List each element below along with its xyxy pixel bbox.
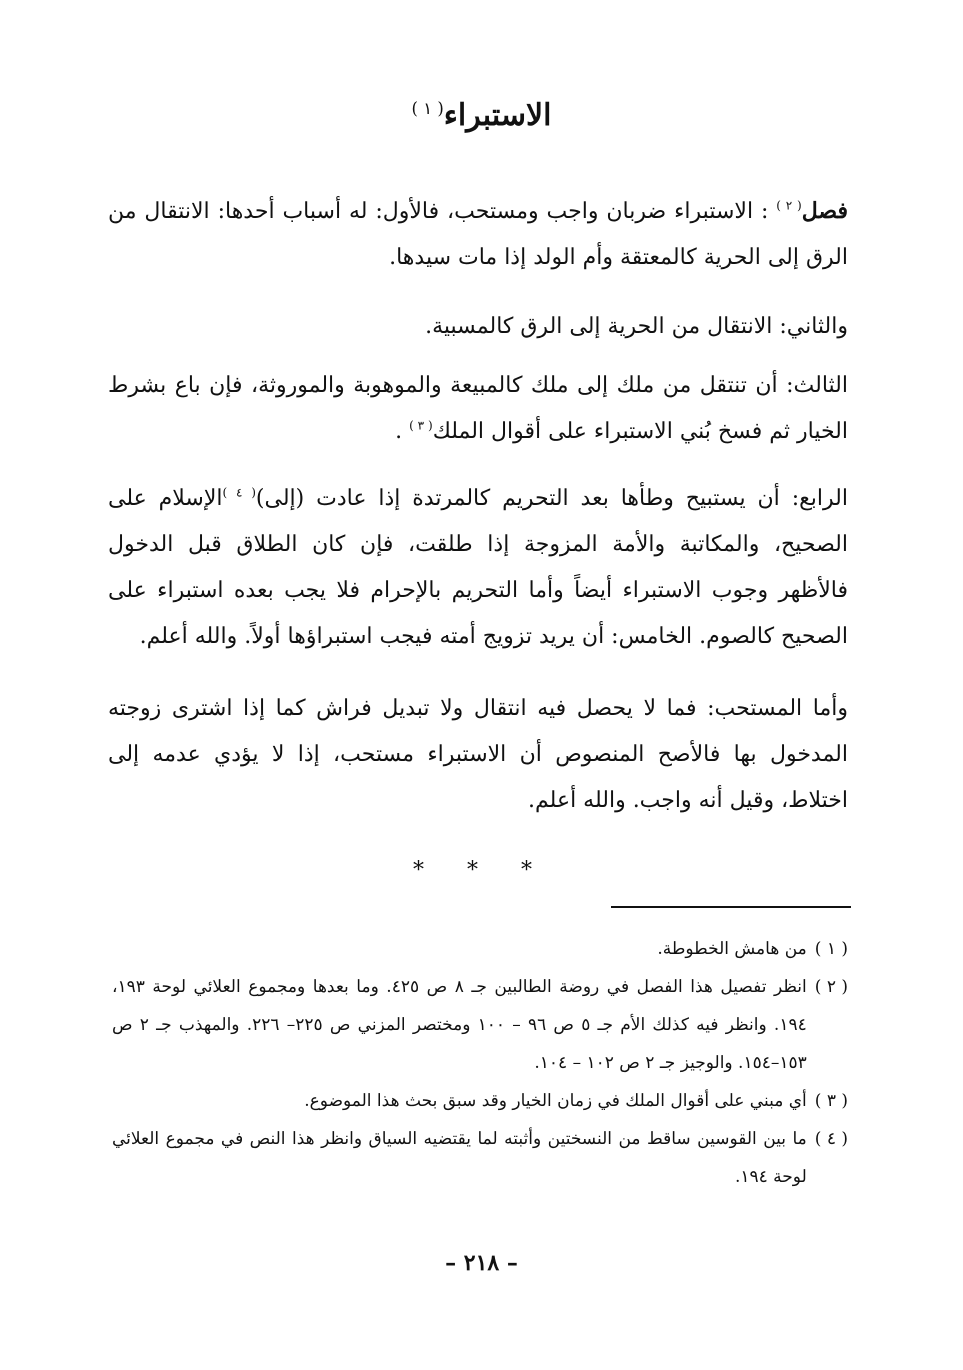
paragraph-3-tail: . [395,419,403,444]
paragraph-1 [108,188,848,281]
footnote-3 [112,1082,848,1120]
footnote-number: ( ٢ ) [814,977,848,997]
footnote-ref-2: ( ٢ ) [776,198,802,213]
paragraph-1-text: : الاستبراء ضربان واجب ومستحب، فالأول: له أسباب أحدها: الانتقال من الرق إلى الحرية كالمعتقة وأم الولد إذا مات سيدها. [108,199,848,270]
footnote-number: ( ١ ) [814,939,848,959]
footnote-ref-3: ( ٣ ) [409,418,433,433]
footnote-2 [112,968,848,1082]
paragraph-2-text: والثاني: الانتقال من الحرية إلى الرق كالمسبية. [425,314,848,339]
paragraph-4-text-a: الرابع: أن يستبيح وطأها بعد التحريم كالمرتدة إذا عادت (إلى) [255,486,848,511]
page-number: – ٢١٨ – [445,1250,518,1276]
paragraph-3-text: الثالث: أن تنتقل من ملك إلى ملك كالمبيعة والموهوبة والموروثة، فإن باع بشرط الخيار ثم فسخ بُني الاستبراء على أقوال الملك [108,373,848,444]
title-footnote-ref: ( ١ ) [411,99,444,118]
paragraph-2 [108,304,848,350]
footnote-text: من هامش الخطوطة. [657,939,807,959]
footnote-text: انظر تفصيل هذا الفصل في روضة الطالبين جـ ٨ ص ٤٢٥. وما بعدها ومجموع العلائي لوحة ١٩٣، ١٩٤. وانظر فيه كذلك الأم جـ ٥ ص ٩٦ – ١٠٠ ومختصر المزني ص ٢٢٥– ٢٢٦. والمهذب جـ ٢ ص ١٥٣–١٥٤. والوجيز جـ ٢ ص ١٠٢ – ١٠٤. [112,977,807,1073]
page-title-text: الاستبراء [443,98,552,133]
footnote-number: ( ٤ ) [814,1129,848,1149]
footnote-divider [611,906,851,908]
footnote-text: ما بين القوسين ساقط من النسختين وأثبته لما يقتضيه السياق وانظر هذا النص في مجموع العلائي لوحة ١٩٤. [112,1129,807,1187]
paragraph-5-text: وأما المستحب: فما لا يحصل فيه انتقال ولا تبديل فراش كما إذا اشترى زوجته المدخول بها فالأصح المنصوص أن الاستبراء مستحب، إذا لا يؤدي عدمه إلى اختلاط، وقيل أنه واجب. والله أعلم. [108,696,848,813]
footnote-4 [112,1120,848,1196]
paragraph-5 [108,686,848,824]
footnote-text: أي مبني على أقوال الملك في زمان الخيار وقد سبق بحث هذا الموضوع. [304,1091,807,1111]
section-separator: * * * [413,858,550,883]
footnote-number: ( ٣ ) [814,1091,848,1111]
paragraph-1-lead: فصل [801,198,849,224]
paragraph-4 [108,476,848,660]
paragraph-3 [108,363,848,455]
footnote-1 [112,930,848,968]
footnotes [112,930,848,1196]
footnote-ref-4: ( ٤ ) [222,485,256,500]
paragraph-4-text-b: الإسلام على الصحيح، والمكاتبة والأمة المزوجة إذا طلقت، فإن كان الطلاق قبل الدخول فالأظهر وجوب الاستبراء أيضاً وأما التحريم بالإحرام فلا يجب بعده استبراء على الصحيح كالصوم. الخامس: أن يريد تزويج أمته فيجب استبراؤها أولاً. والله أعلم. [108,486,848,649]
page-title [0,98,963,133]
